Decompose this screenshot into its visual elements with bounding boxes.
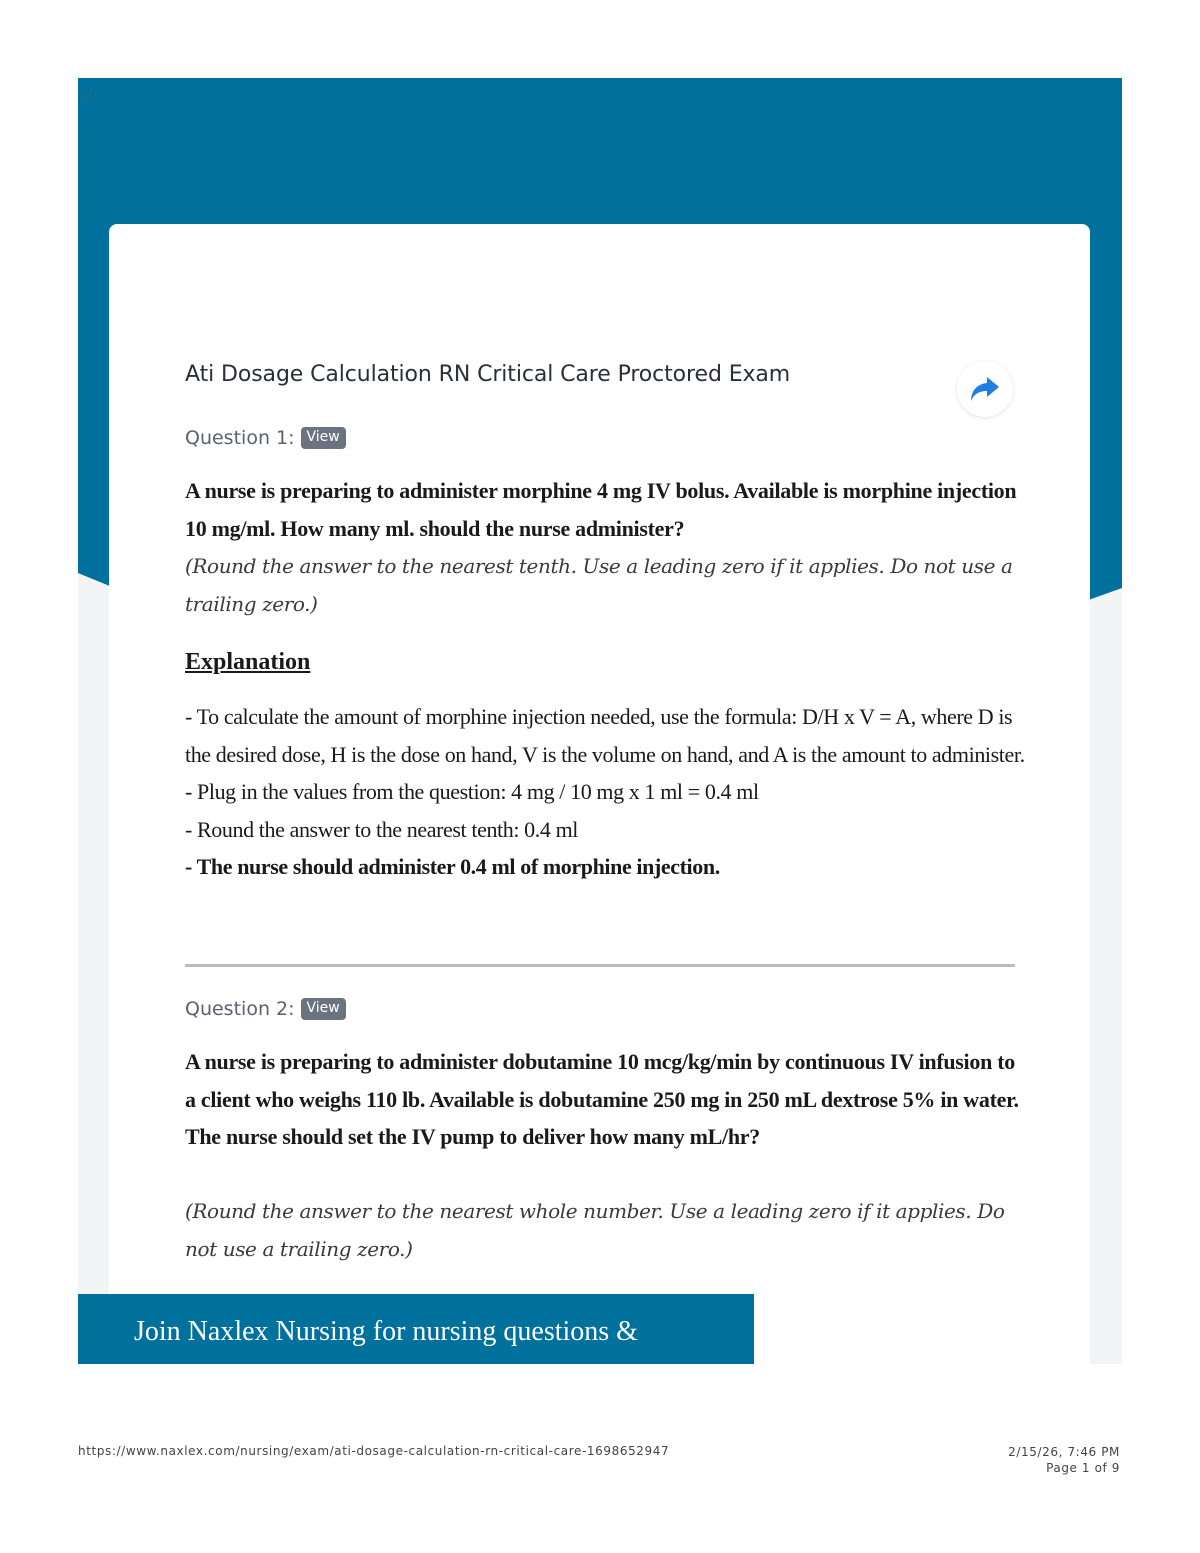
corner-mark: // [82, 88, 92, 104]
share-button[interactable] [957, 361, 1013, 417]
question-2-view-button[interactable]: View [301, 998, 346, 1020]
footer-datetime: 2/15/26, 7:46 PM [1008, 1445, 1120, 1459]
question-1-text: A nurse is preparing to administer morphine 4 mg IV bolus. Available is morphine injection 10 mg/ml. How many ml. should the nurse administer? [185, 478, 1017, 541]
explanation-line: - Plug in the values from the question: 4 mg / 10 mg x 1 ml = 0.4 ml [185, 779, 759, 804]
question-label-text: Question 1: [185, 427, 295, 449]
join-banner[interactable]: Join Naxlex Nursing for nursing questions & [78, 1294, 754, 1364]
exam-card [109, 224, 1090, 1364]
explanation-conclusion: - The nurse should administer 0.4 ml of morphine injection. [185, 854, 720, 879]
question-2-label [185, 998, 346, 1020]
explanation-line: - To calculate the amount of morphine injection needed, use the formula: D/H x V = A, where D is the desired dose, H is the dose on hand, V is the volume on hand, and A is the amount to administer. [185, 704, 1025, 767]
exam-title: Ati Dosage Calculation RN Critical Care Proctored Exam [185, 362, 791, 387]
footer-meta [1008, 1444, 1120, 1476]
question-divider [185, 964, 1015, 967]
share-arrow-icon [968, 374, 1002, 404]
question-1-note: (Round the answer to the nearest tenth. Use a leading zero if it applies. Do not use a trailing zero.) [185, 554, 1013, 616]
question-1-view-button[interactable]: View [301, 427, 346, 449]
footer-url: https://www.naxlex.com/nursing/exam/ati-dosage-calculation-rn-critical-care-1698652947 [78, 1444, 670, 1458]
question-2-text: A nurse is preparing to administer dobutamine 10 mcg/kg/min by continuous IV infusion to a client who weighs 110 lb. Available is dobutamine 250 mg in 250 mL dextrose 5% in water. The nurse should set the IV pump to deliver how many mL/hr? [185, 1049, 1019, 1149]
footer-page-number: Page 1 of 9 [1046, 1461, 1120, 1475]
page-frame [78, 78, 1122, 1364]
explanation-list [185, 698, 1030, 886]
explanation-heading: Explanation [185, 649, 311, 675]
question-1-label [185, 427, 346, 449]
question-label-text: Question 2: [185, 998, 295, 1020]
explanation-line: - Round the answer to the nearest tenth: 0.4 ml [185, 816, 578, 842]
question-2-note: (Round the answer to the nearest whole number. Use a leading zero if it applies. Do not use a trailing zero.) [185, 1199, 1005, 1261]
